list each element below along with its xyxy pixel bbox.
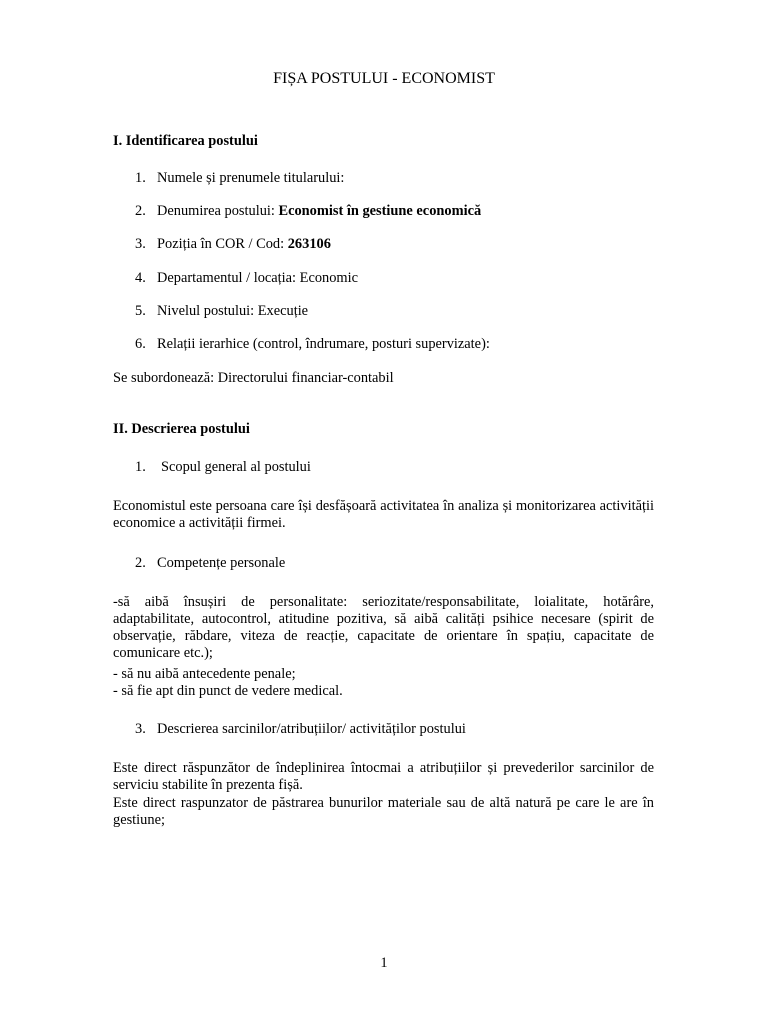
list-item-label: Poziția în COR / Cod: xyxy=(157,236,288,252)
subsection-label: Descrierea sarcinilor/atribuțiilor/ activităților postului xyxy=(157,721,466,737)
subsection-number: 3. xyxy=(135,721,146,737)
section-1-heading: I. Identificarea postului xyxy=(113,133,258,149)
paragraph-purpose: Economistul este persoana care își desfășoară activitatea în analiza și monitorizarea activității economice a activității firmei. xyxy=(113,498,654,531)
subsection-heading xyxy=(135,721,466,738)
bullet-item: - să fie apt din punct de vedere medical. xyxy=(113,683,343,699)
list-item-number: 6. xyxy=(135,336,146,352)
subsection-label: Scopul general al postului xyxy=(161,459,311,475)
list-item xyxy=(135,270,358,287)
list-item xyxy=(135,236,331,253)
bullet-item: - să nu aibă antecedente penale; xyxy=(113,666,296,682)
subsection-heading xyxy=(135,555,285,572)
paragraph-duties: Este direct răspunzător de îndeplinirea întocmai a atribuțiilor și prevederilor sarcinilor de serviciu stabilite în prezenta fișă. xyxy=(113,760,654,793)
list-item-number: 1. xyxy=(135,170,146,186)
section-2-heading: II. Descrierea postului xyxy=(113,421,250,437)
list-item-number: 5. xyxy=(135,303,146,319)
page-number: 1 xyxy=(380,955,388,971)
list-item-label: Numele și prenumele titularului: xyxy=(157,170,345,186)
list-item-label: Denumirea postului: xyxy=(157,203,279,219)
list-item-label: Relații ierarhice (control, îndrumare, posturi supervizate): xyxy=(157,336,490,352)
list-item xyxy=(135,170,344,187)
list-item-value: 263106 xyxy=(287,236,331,252)
list-item-value: Economist în gestiune economică xyxy=(278,203,482,219)
list-item-number: 3. xyxy=(135,236,146,252)
list-item-number: 4. xyxy=(135,270,146,286)
subordination-text: Se subordonează: Directorului financiar-contabil xyxy=(113,370,394,386)
list-item xyxy=(135,336,490,353)
list-item-label: Nivelul postului: Execuție xyxy=(157,303,309,319)
list-item-label: Departamentul / locația: Economic xyxy=(157,270,358,286)
list-item xyxy=(135,303,308,320)
list-item-number: 2. xyxy=(135,203,146,219)
paragraph-competences: -să aibă însușiri de personalitate: seriozitate/responsabilitate, loialitate, hotărâre, adaptabilitate, autocontrol, atitudine pozitiva, să aibă calități psihice necesare (spirit de observație, răbdare, viteza de reacție, capacitate de orientare în spațiu, capacitate de comunicare etc.); xyxy=(113,594,654,661)
paragraph-responsibility: Este direct raspunzator de păstrarea bunurilor materiale sau de altă natură pe care le are în gestiune; xyxy=(113,795,654,828)
subsection-number: 1. xyxy=(135,459,146,475)
subsection-heading xyxy=(135,459,311,476)
list-item xyxy=(135,203,481,220)
subsection-number: 2. xyxy=(135,555,146,571)
subsection-label: Competențe personale xyxy=(157,555,286,571)
document-title: FIȘA POSTULUI - ECONOMIST xyxy=(273,70,495,87)
